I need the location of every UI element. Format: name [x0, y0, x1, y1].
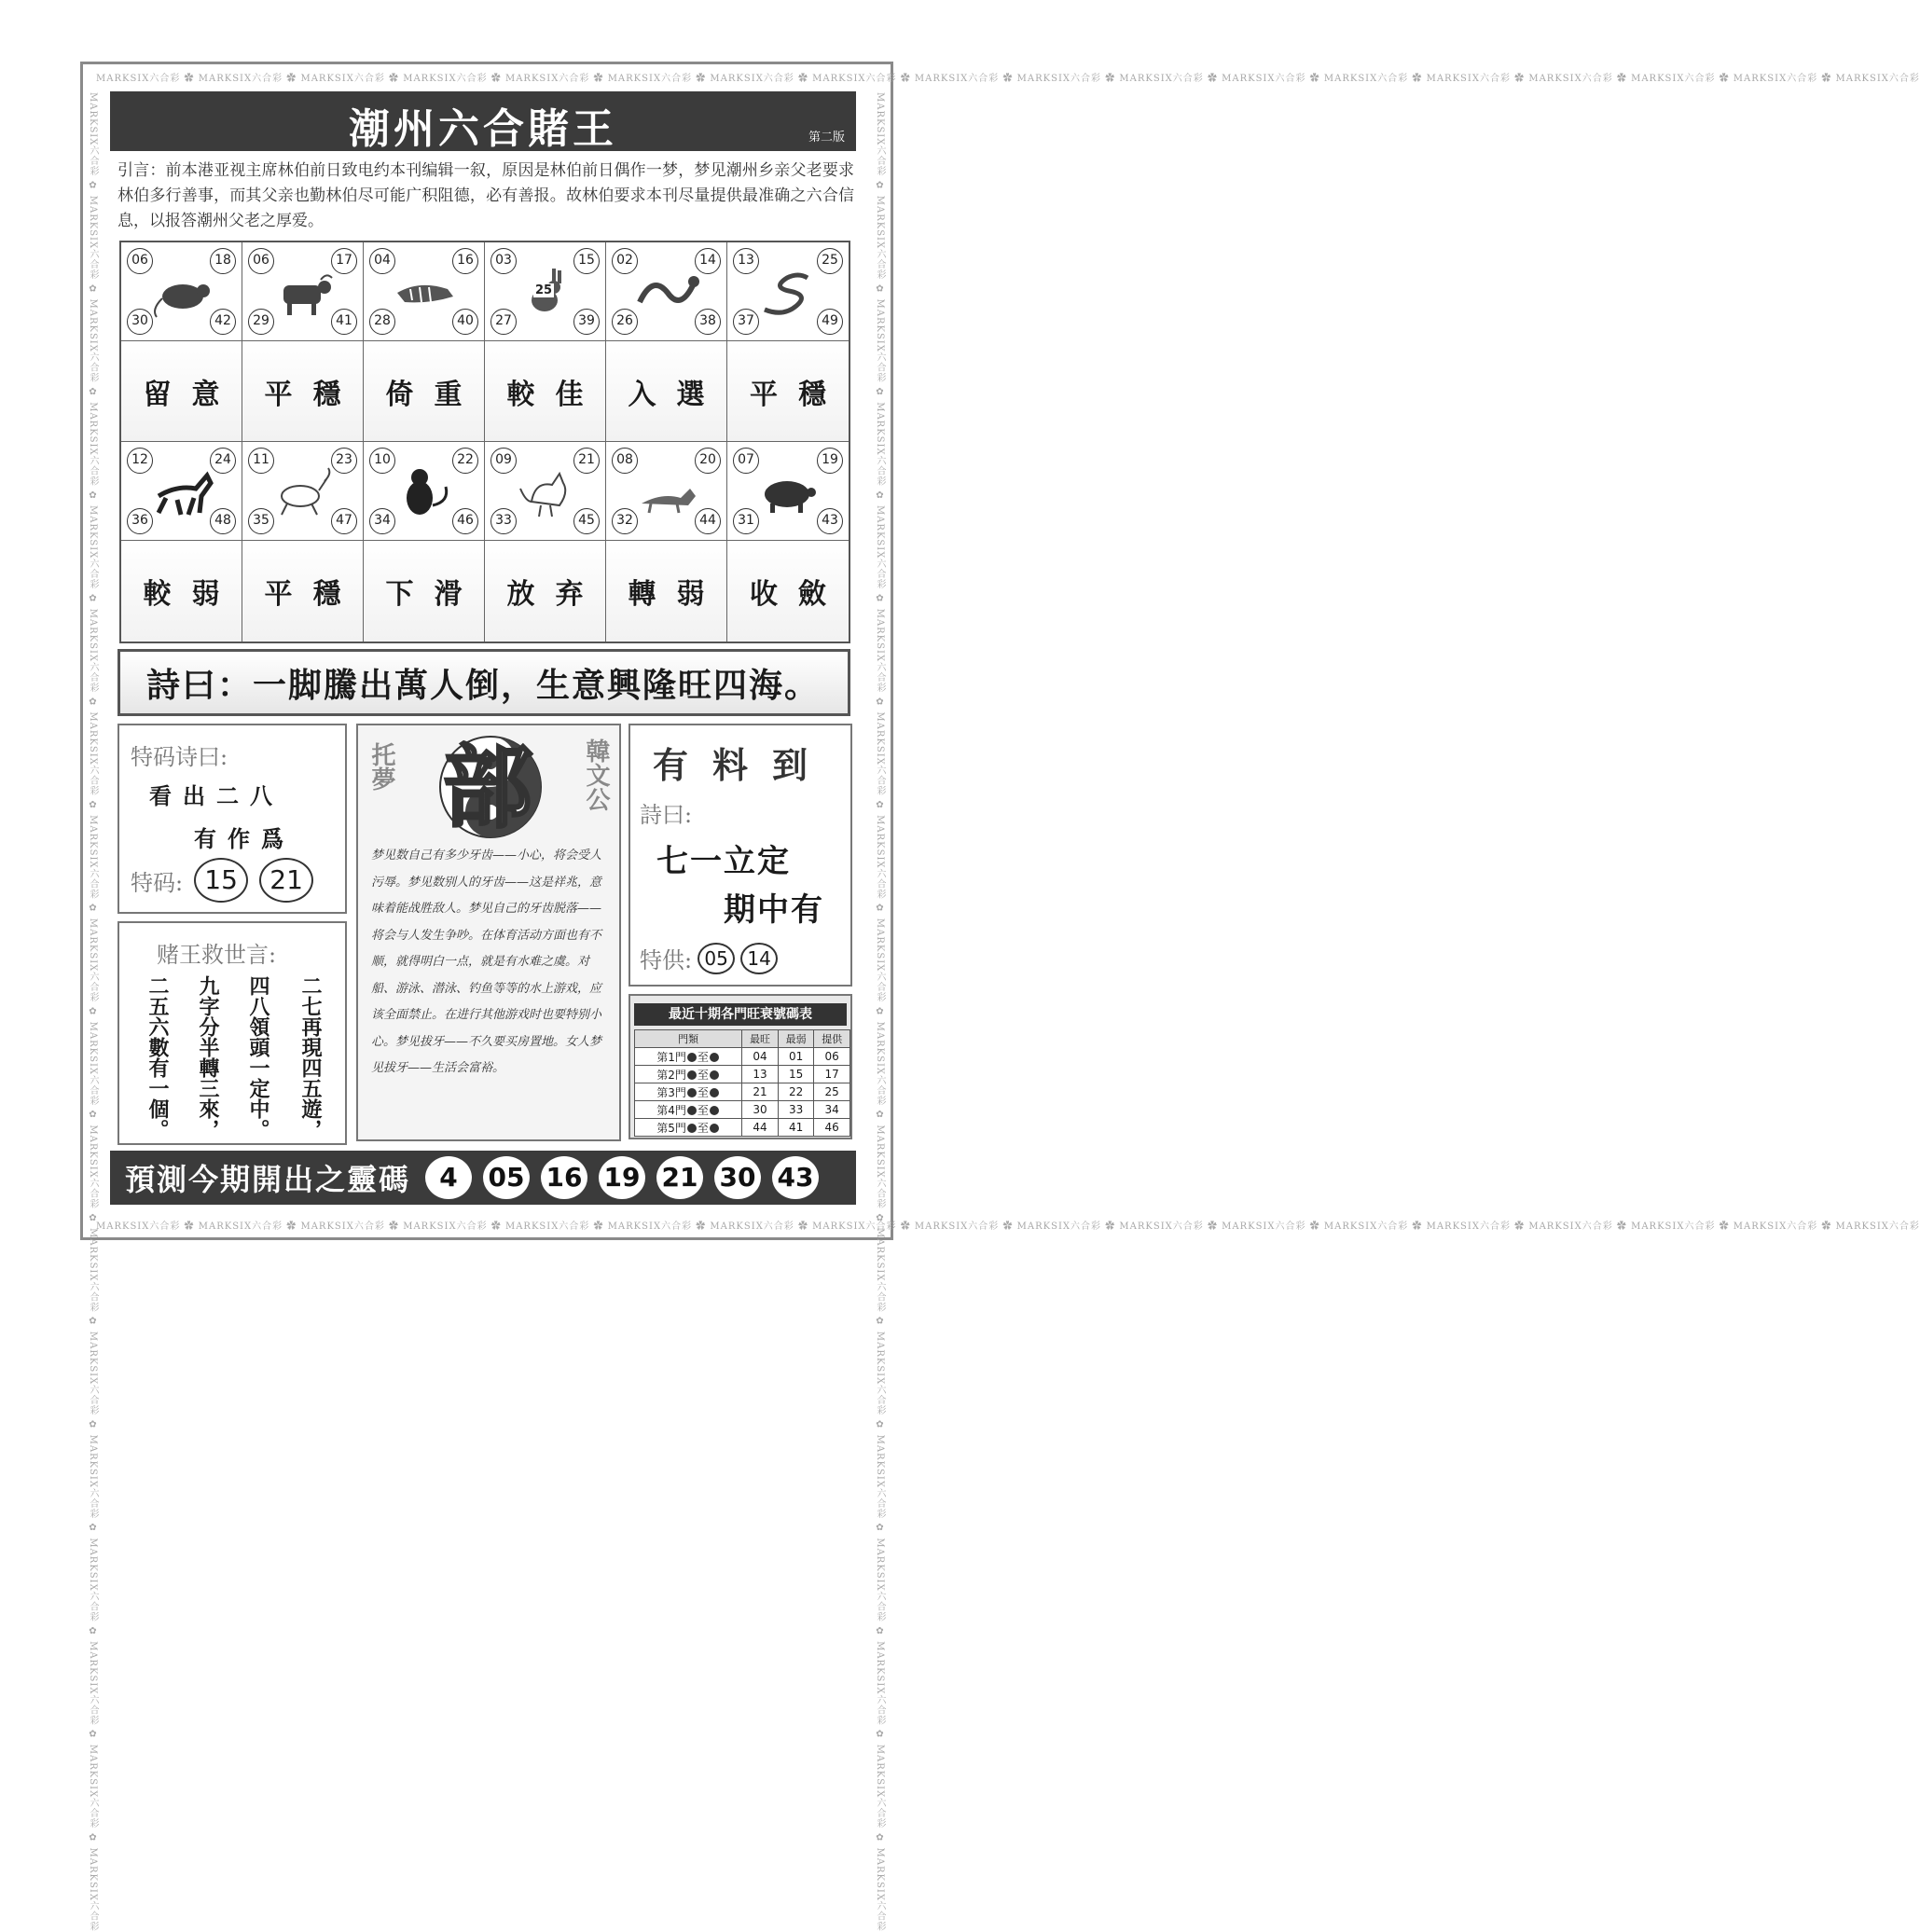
youliao-panel [628, 724, 852, 987]
zodiac-cell [242, 242, 364, 341]
zodiac-cell [121, 341, 242, 442]
dream-panel [356, 724, 621, 1141]
watermark-right: MARKSIX六合彩 ✿ MARKSIX六合彩 ✿ MARKSIX六合彩 ✿ MARKSIX六合彩 ✿ MARKSIX六合彩 ✿ MARKSIX六合彩 ✿ MARKSIX六合彩 ✿ MARKSIX六合彩 ✿ MARKSIX六合彩 ✿ MARKSIX六合彩 ✿ MARKSIX六合彩 ✿ MARKSIX六合彩 ✿ MARKSIX六合彩 ✿ MARKSIX六合彩 ✿ MARKSIX六合彩 ✿ MARKSIX六合彩 ✿ MARKSIX六合彩 ✿ MARKSIX六合彩 [875, 92, 885, 1932]
table-cell: 30 [742, 1101, 779, 1119]
table-cell: 01 [778, 1048, 814, 1066]
zodiac-word: 轉弱 [606, 541, 726, 642]
ball-icon [710, 1106, 719, 1115]
table-cell: 41 [778, 1119, 814, 1137]
zodiac-number: 48 [210, 508, 236, 534]
ball-icon [710, 1088, 719, 1097]
zodiac-cell [727, 541, 849, 642]
prediction-bar [110, 1151, 856, 1205]
pig-icon [755, 464, 821, 518]
dog-icon [634, 464, 699, 518]
wangyan-column: 四八領頭一定中。 [246, 975, 270, 1139]
zodiac-number: 37 [733, 309, 759, 335]
zodiac-image-row [121, 242, 849, 341]
zodiac-number: 22 [452, 448, 478, 474]
zodiac-word: 平穩 [242, 541, 363, 642]
prediction-ball: 21 [656, 1156, 703, 1199]
zodiac-number: 31 [733, 508, 759, 534]
wangyan-column: 二五六數有一個。 [145, 975, 170, 1139]
zodiac-number: 03 [490, 248, 517, 274]
table-row [635, 1066, 850, 1083]
zodiac-cell [364, 242, 485, 341]
zodiac-number: 35 [248, 508, 274, 534]
edition-label: 第二版 [808, 131, 845, 145]
zodiac-cell [364, 442, 485, 541]
zodiac-number: 14 [695, 248, 721, 274]
zodiac-cell [121, 541, 242, 642]
ball-icon [687, 1106, 697, 1115]
table-header: 最弱 [778, 1030, 814, 1048]
zodiac-number: 25 [817, 248, 843, 274]
zodiac-cell [727, 242, 849, 341]
zodiac-number: 41 [331, 309, 357, 335]
watermark-left: MARKSIX六合彩 ✿ MARKSIX六合彩 ✿ MARKSIX六合彩 ✿ MARKSIX六合彩 ✿ MARKSIX六合彩 ✿ MARKSIX六合彩 ✿ MARKSIX六合彩 ✿ MARKSIX六合彩 ✿ MARKSIX六合彩 ✿ MARKSIX六合彩 ✿ MARKSIX六合彩 ✿ MARKSIX六合彩 ✿ MARKSIX六合彩 ✿ MARKSIX六合彩 ✿ MARKSIX六合彩 ✿ MARKSIX六合彩 ✿ MARKSIX六合彩 ✿ MARKSIX六合彩 [88, 92, 98, 1932]
prediction-ball: 05 [483, 1156, 530, 1199]
zodiac-word: 平穩 [727, 341, 849, 442]
tegong-number: 05 [698, 943, 735, 974]
prediction-balls [425, 1156, 830, 1199]
zodiac-number: 08 [612, 448, 638, 474]
tegong-numbers [640, 942, 778, 974]
table-row [635, 1083, 850, 1101]
zodiac-number: 23 [331, 448, 357, 474]
zodiac-word: 平穩 [242, 341, 363, 442]
rat-icon [149, 265, 214, 319]
gate-label: 第1門 [656, 1050, 686, 1064]
zodiac-number: 32 [612, 508, 638, 534]
content-area [110, 91, 856, 1210]
zodiac-word: 較弱 [121, 541, 242, 642]
ball-icon [687, 1070, 697, 1080]
zodiac-cell [121, 242, 242, 341]
gate-cell [635, 1119, 742, 1137]
table-cell: 46 [814, 1119, 850, 1137]
zodiac-cell [485, 541, 606, 642]
ball-icon [687, 1088, 697, 1097]
zodiac-grid [119, 241, 850, 643]
table-row [635, 1101, 850, 1119]
table-cell: 06 [814, 1048, 850, 1066]
monkey-icon [392, 464, 457, 518]
zodiac-number: 30 [127, 309, 153, 335]
zodiac-number: 12 [127, 448, 153, 474]
zodiac-number: 06 [248, 248, 274, 274]
horse-icon [149, 464, 214, 518]
zodiac-cell [606, 242, 727, 341]
prediction-ball: 43 [772, 1156, 819, 1199]
ball-icon [710, 1053, 719, 1062]
wangyan-column: 九字分半轉三來， [196, 975, 220, 1139]
zodiac-cell [364, 541, 485, 642]
zodiac-word-row [121, 541, 849, 642]
zodiac-image-box [606, 242, 726, 341]
zodiac-cell [606, 541, 727, 642]
prediction-ball: 16 [541, 1156, 587, 1199]
gate-label: 第2門 [656, 1068, 686, 1082]
tema-line-2: 有作爲 [194, 826, 295, 852]
zodiac-number: 46 [452, 508, 478, 534]
zodiac-cell [606, 442, 727, 541]
zodiac-cell [485, 442, 606, 541]
tema-line-1: 看出二八 [149, 783, 283, 809]
zodiac-number: 45 [573, 508, 600, 534]
zodiac-image-box [606, 442, 726, 541]
zodiac-number: 19 [817, 448, 843, 474]
table-cell: 44 [742, 1119, 779, 1137]
zodiac-number: 24 [210, 448, 236, 474]
gate-sep: 至 [697, 1068, 709, 1082]
zodiac-word: 入選 [606, 341, 726, 442]
gate-label: 第4門 [656, 1103, 686, 1117]
tiger-icon [392, 265, 457, 319]
poem-banner: 詩曰：一脚騰出萬人倒，生意興隆旺四海。 [117, 649, 850, 716]
prediction-ball: 19 [599, 1156, 645, 1199]
zodiac-number: 07 [733, 448, 759, 474]
zodiac-image-box [364, 442, 484, 541]
tema-numbers [131, 858, 313, 903]
zodiac-image-row [121, 442, 849, 541]
dream-text: 梦见数自己有多少牙齿——小心，将会受人污辱。梦见数别人的牙齿——这是祥兆，意味着能战胜敌人。梦见自己的牙齿脱落——将会与人发生争吵。在体育活动方面也有不顺，就得明白一点，就是有水难之虞。对船、游泳、潜泳、钓鱼等等的水上游戏，应该全面禁止。在进行其他游戏时也要特别小心。梦见拔牙——不久要买房置地。女人梦见拔牙——生活会富裕。 [371, 849, 602, 1075]
zodiac-number: 20 [695, 448, 721, 474]
prediction-label: 預測今期開出之靈碼 [125, 1162, 411, 1197]
prediction-ball: 30 [714, 1156, 761, 1199]
youliao-line-1: 七一立定 [656, 843, 791, 880]
tema-panel [117, 724, 347, 914]
zodiac-number: 27 [490, 309, 517, 335]
gate-sep: 至 [697, 1050, 709, 1064]
wangyan-title: 赌王救世言: [157, 942, 277, 968]
tema-number: 15 [194, 858, 248, 903]
zodiac-number: 39 [573, 309, 600, 335]
table-cell: 17 [814, 1066, 850, 1083]
zodiac-image-box [485, 442, 605, 541]
dragon-icon [634, 265, 699, 319]
zodiac-word: 留意 [121, 341, 242, 442]
zodiac-word: 較佳 [485, 341, 605, 442]
dream-right-title: 韓文公 [582, 738, 610, 811]
zodiac-number: 28 [369, 309, 395, 335]
table-cell: 34 [814, 1101, 850, 1119]
table-header: 門類 [635, 1030, 742, 1048]
zodiac-word: 下滑 [364, 541, 484, 642]
zodiac-word: 倚重 [364, 341, 484, 442]
zodiac-image-box [242, 442, 363, 541]
table-cell: 04 [742, 1048, 779, 1066]
zodiac-image-box [121, 242, 242, 341]
youliao-line-2: 期中有 [724, 891, 824, 929]
zodiac-number: 17 [331, 248, 357, 274]
ox-icon [270, 265, 336, 319]
table-row [635, 1119, 850, 1137]
zodiac-extra-number: 25 [535, 283, 553, 297]
zodiac-number: 43 [817, 508, 843, 534]
zodiac-image-box [242, 242, 363, 341]
gate-cell [635, 1101, 742, 1119]
ball-icon [710, 1124, 719, 1133]
zodiac-cell [121, 442, 242, 541]
table-cell: 15 [778, 1066, 814, 1083]
intro-text: 引言：前本港亚视主席林伯前日致电约本刊编辑一叙，原因是林伯前日偶作一梦，梦见潮州乡亲父老要求林伯多行善事，而其父亲也勤林伯尽可能广积阻德，必有善报。故林伯要求本刊尽量提供最准确之六合信息，以报答潮州父老之厚爱。 [117, 161, 854, 230]
tema-title: 特码诗曰: [131, 744, 228, 770]
zodiac-cell [485, 341, 606, 442]
table-cell: 22 [778, 1083, 814, 1101]
zodiac-number: 44 [695, 508, 721, 534]
gate-sep: 至 [697, 1103, 709, 1117]
table-row [635, 1048, 850, 1066]
table-header: 提供 [814, 1030, 850, 1048]
zodiac-number: 47 [331, 508, 357, 534]
gate-cell [635, 1048, 742, 1066]
watermark-top: MARKSIX六合彩 ✿ MARKSIX六合彩 ✿ MARKSIX六合彩 ✿ MARKSIX六合彩 ✿ MARKSIX六合彩 ✿ MARKSIX六合彩 ✿ MARKSIX六合彩 ✿ MARKSIX六合彩 ✿ MARKSIX六合彩 ✿ MARKSIX六合彩 ✿ MARKSIX六合彩 ✿ MARKSIX六合彩 ✿ MARKSIX六合彩 ✿ MARKSIX六合彩 ✿ MARKSIX六合彩 ✿ MARKSIX六合彩 ✿ MARKSIX六合彩 ✿ MARKSIX六合彩 [96, 74, 1920, 84]
zodiac-image-box [727, 242, 849, 341]
ball-icon [710, 1070, 719, 1080]
zodiac-word: 收斂 [727, 541, 849, 642]
zodiac-number: 13 [733, 248, 759, 274]
tegong-number: 14 [740, 943, 778, 974]
record-table-title: 最近十期各門旺衰號碼表 [634, 1003, 847, 1026]
table-cell: 33 [778, 1101, 814, 1119]
zodiac-number: 04 [369, 248, 395, 274]
zodiac-number: 42 [210, 309, 236, 335]
record-table [634, 1029, 850, 1137]
zodiac-number: 36 [127, 508, 153, 534]
zodiac-number: 15 [573, 248, 600, 274]
big-character: 部 [443, 735, 532, 840]
zodiac-cell [727, 341, 849, 442]
zodiac-cell [727, 442, 849, 541]
tema-number: 21 [259, 858, 313, 903]
gate-label: 第5門 [656, 1121, 686, 1135]
zodiac-number: 49 [817, 309, 843, 335]
zodiac-cell [242, 341, 364, 442]
wangyan-column: 二七再現四五遊， [298, 975, 323, 1139]
zodiac-number: 21 [573, 448, 600, 474]
title-bar [110, 91, 856, 151]
rooster-icon [513, 464, 578, 518]
goat-icon [270, 464, 336, 518]
zodiac-number: 10 [369, 448, 395, 474]
youliao-title: 有料到 [653, 745, 833, 786]
zodiac-image-box [364, 242, 484, 341]
zodiac-number: 16 [452, 248, 478, 274]
watermark-bottom: MARKSIX六合彩 ✿ MARKSIX六合彩 ✿ MARKSIX六合彩 ✿ MARKSIX六合彩 ✿ MARKSIX六合彩 ✿ MARKSIX六合彩 ✿ MARKSIX六合彩 ✿ MARKSIX六合彩 ✿ MARKSIX六合彩 ✿ MARKSIX六合彩 ✿ MARKSIX六合彩 ✿ MARKSIX六合彩 ✿ MARKSIX六合彩 ✿ MARKSIX六合彩 ✿ MARKSIX六合彩 ✿ MARKSIX六合彩 ✿ MARKSIX六合彩 ✿ MARKSIX六合彩 [96, 1221, 1920, 1232]
zodiac-number: 18 [210, 248, 236, 274]
gate-sep: 至 [697, 1121, 709, 1135]
zodiac-number: 06 [127, 248, 153, 274]
zodiac-cell [364, 341, 485, 442]
zodiac-cell [242, 541, 364, 642]
tema-label: 特码: [131, 869, 184, 896]
record-table-panel [628, 994, 852, 1139]
youliao-label: 詩曰: [640, 802, 693, 828]
zodiac-image-box [121, 442, 242, 541]
zodiac-number: 26 [612, 309, 638, 335]
zodiac-word: 放弃 [485, 541, 605, 642]
zodiac-cell [485, 242, 606, 341]
gate-cell [635, 1066, 742, 1083]
gate-cell [635, 1083, 742, 1101]
zodiac-image-box [485, 242, 605, 341]
zodiac-cell [242, 442, 364, 541]
zodiac-number: 40 [452, 309, 478, 335]
ball-icon [687, 1124, 697, 1133]
table-header: 最旺 [742, 1030, 779, 1048]
zodiac-number: 33 [490, 508, 517, 534]
zodiac-number: 38 [695, 309, 721, 335]
zodiac-word-row [121, 341, 849, 442]
page-title: 潮州六合賭王 [349, 105, 617, 153]
table-cell: 25 [814, 1083, 850, 1101]
dream-left-title: 托夢 [367, 742, 395, 791]
wangyan-panel [117, 921, 347, 1145]
table-cell: 21 [742, 1083, 779, 1101]
zodiac-number: 09 [490, 448, 517, 474]
zodiac-number: 34 [369, 508, 395, 534]
zodiac-number: 29 [248, 309, 274, 335]
zodiac-cell [606, 341, 727, 442]
tegong-label: 特供: [640, 947, 693, 973]
zodiac-number: 02 [612, 248, 638, 274]
gate-sep: 至 [697, 1085, 709, 1099]
prediction-ball: 4 [425, 1156, 472, 1199]
zodiac-number: 11 [248, 448, 274, 474]
zodiac-image-box [727, 442, 849, 541]
gate-label: 第3門 [656, 1085, 686, 1099]
ball-icon [687, 1053, 697, 1062]
snake-icon [755, 265, 821, 319]
table-cell: 13 [742, 1066, 779, 1083]
